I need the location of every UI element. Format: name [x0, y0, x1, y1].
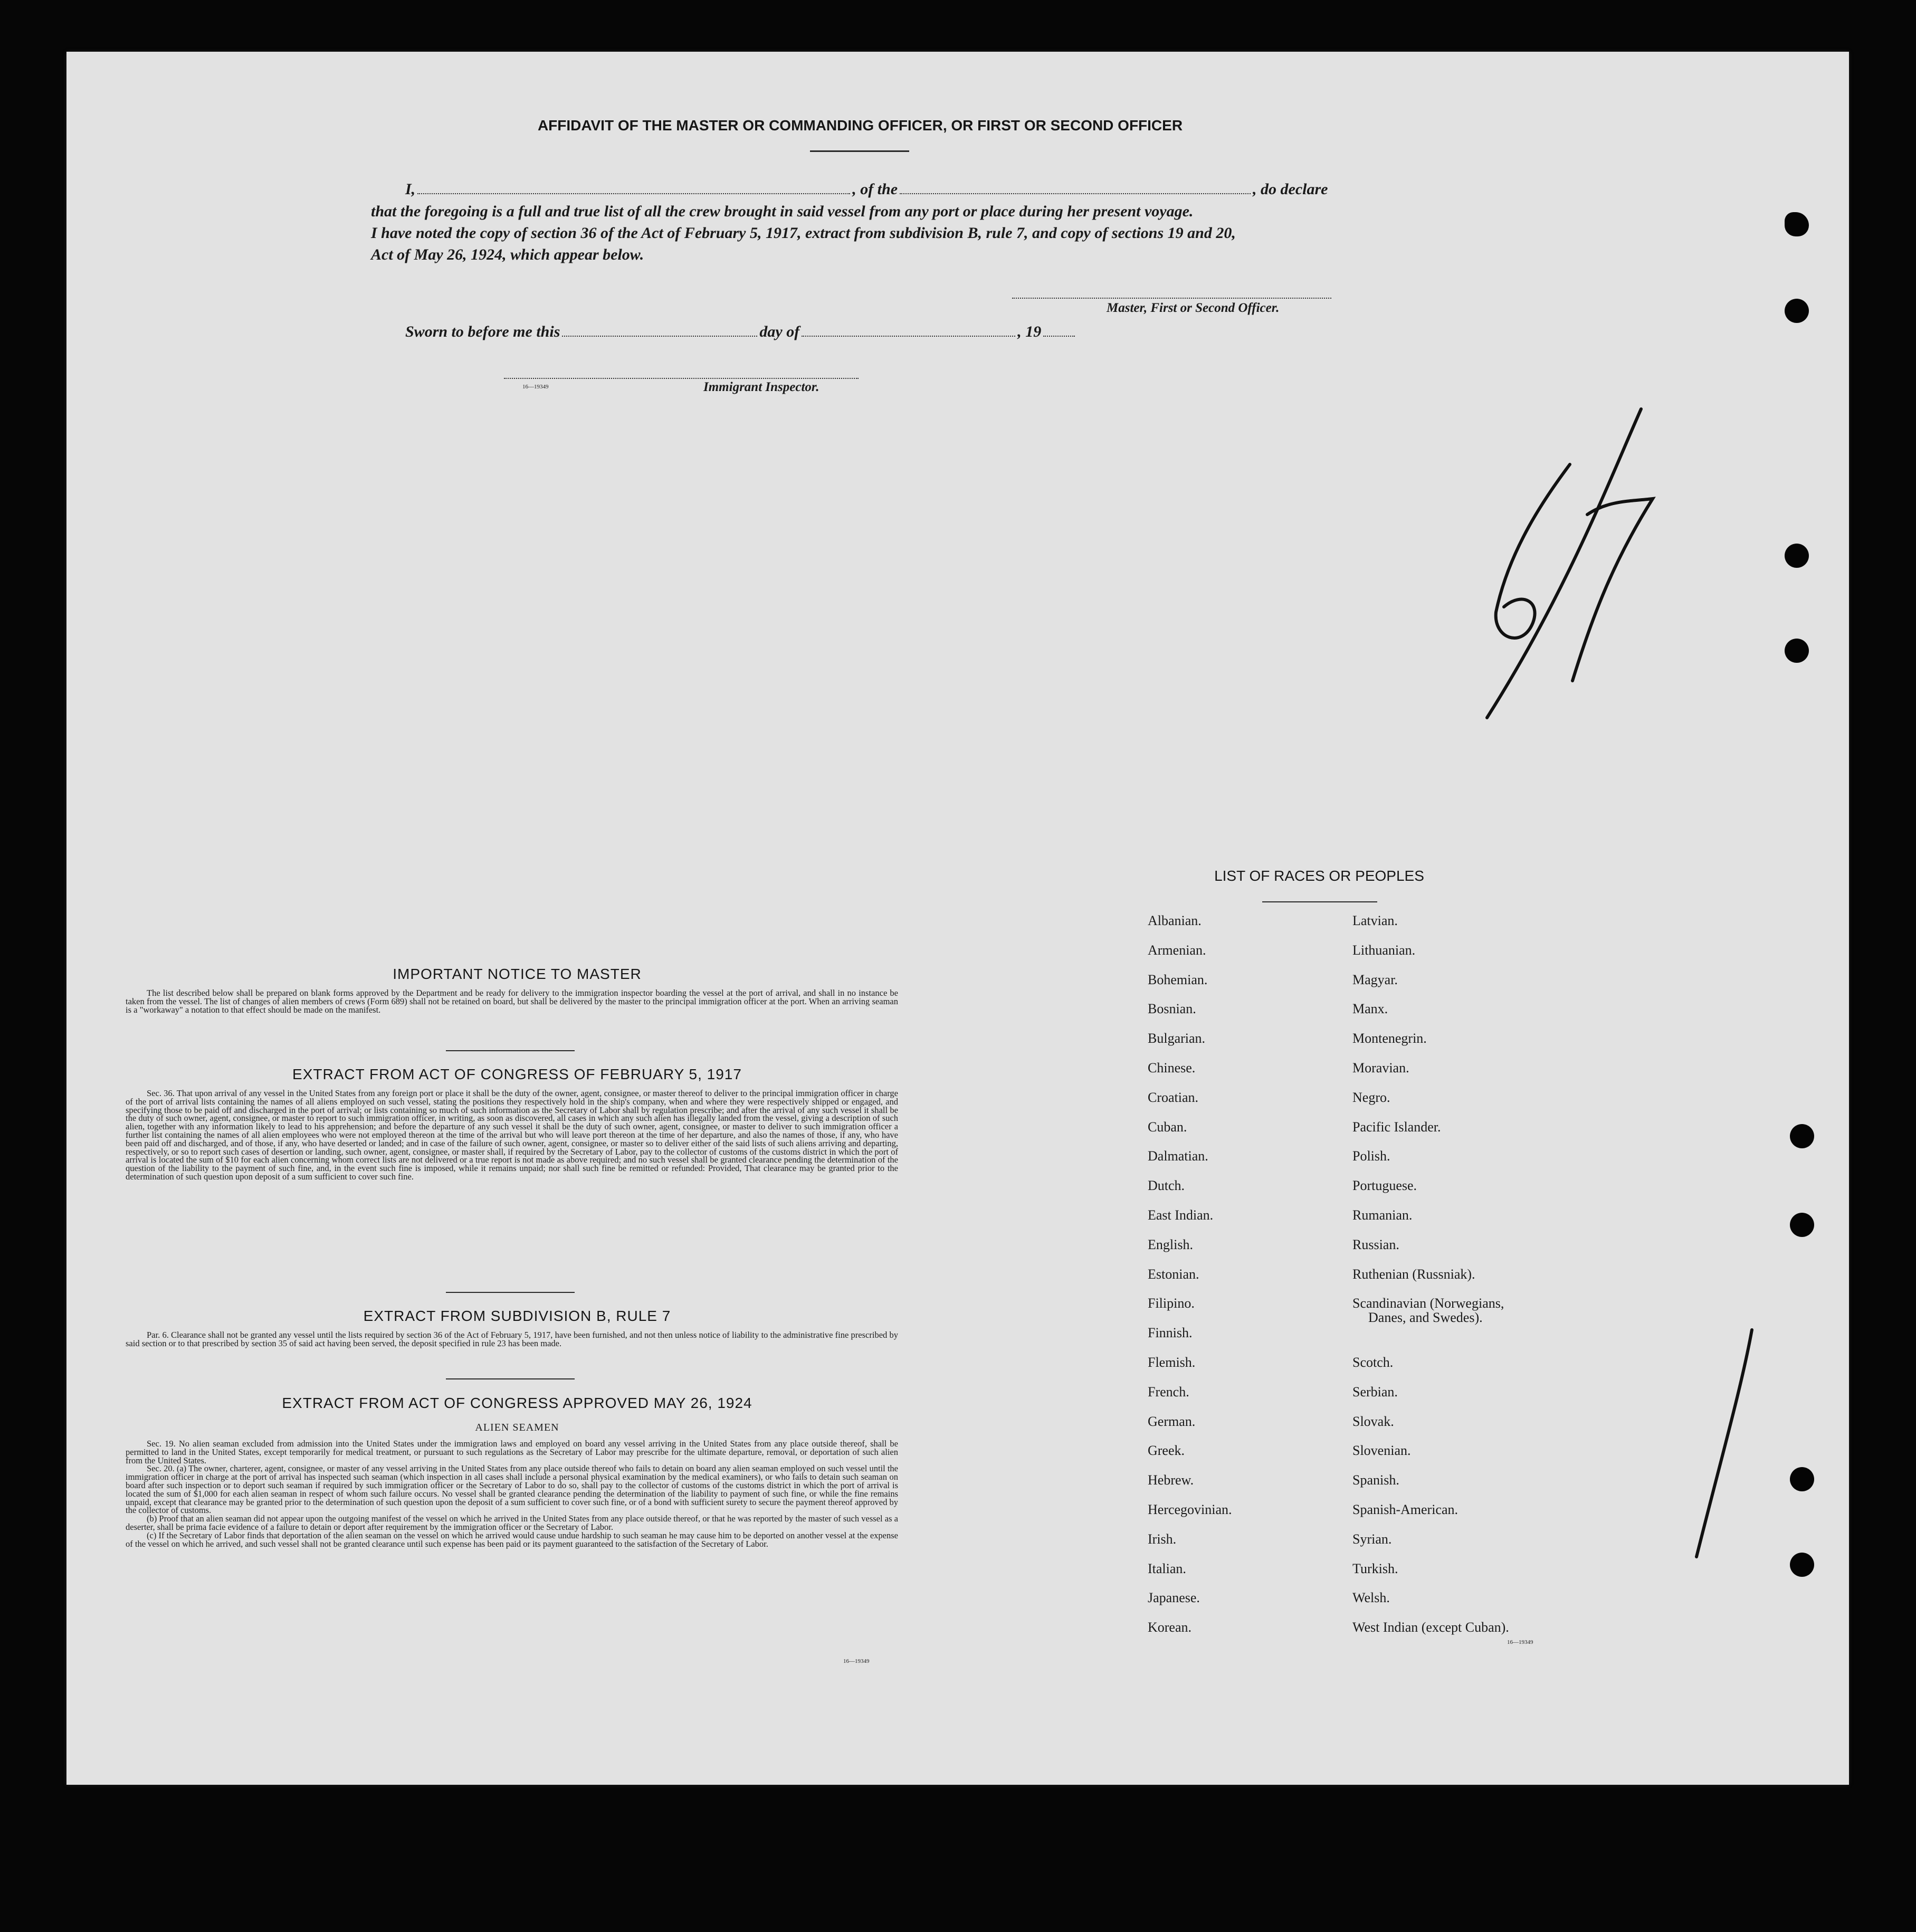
races-title: LIST OF RACES OR PEOPLES: [1214, 868, 1424, 884]
extract-1924-text: [126, 1440, 898, 1548]
sec-20c-paragraph: (c) If the Secretary of Labor finds that deportation of the alien seaman on the vessel on which he arrived would cause undue hardship to such seaman he may cause him to be deported on another vessel at the expense of the vessel on which he arrived, and such vessel shall not be granted clearance until such expense has been paid or its payment guaranteed to the satisfaction of the Secretary of Labor.: [126, 1530, 898, 1549]
race-item: Greek.: [1148, 1443, 1185, 1459]
form-number-top: 16—19349: [522, 384, 549, 390]
race-item: Slovak.: [1352, 1413, 1394, 1429]
race-item: Dutch.: [1148, 1178, 1185, 1194]
race-item: Latvian.: [1352, 913, 1398, 928]
races-column-2: [1352, 913, 1509, 1649]
master-label: Master, First or Second Officer.: [1107, 301, 1280, 315]
race-item: Bosnian.: [1148, 1001, 1196, 1017]
race-item: Hercegovinian.: [1148, 1501, 1232, 1517]
handwritten-page-number: [1472, 401, 1673, 728]
extract-1917-rule: [446, 1292, 575, 1293]
race-item: Spanish-American.: [1352, 1501, 1459, 1517]
extract-1924-title: EXTRACT FROM ACT OF CONGRESS APPROVED MAY 26, 1924: [282, 1395, 752, 1411]
race-item: Korean.: [1148, 1620, 1192, 1635]
race-item: Japanese.: [1148, 1590, 1200, 1606]
sworn-month-blank[interactable]: [802, 336, 1015, 337]
race-item: Chinese.: [1148, 1060, 1196, 1076]
notice-paragraph: The list described below shall be prepared on blank forms approved by the Department and be ready for delivery to the immigration inspector boarding the vessel at the port of arrival, and shall in no instance be taken from the vessel. The list of changes of alien members of crews (Form 689) shall not be retained on board, but shall be delivered by the master to the principal immigration officer at the port. When an arriving seaman is a "workaway" a notation to that effect should be made on the manifest.: [126, 988, 898, 1015]
affidavit-line-1: [405, 180, 1328, 198]
race-item: Slovenian.: [1352, 1443, 1411, 1459]
title-rule: [810, 150, 909, 152]
affidavit-line-4: Act of May 26, 1924, which appear below.: [371, 246, 644, 263]
extract-1917-text: [126, 1089, 898, 1181]
inspector-signature-line[interactable]: [504, 378, 859, 379]
race-item: Scotch.: [1352, 1354, 1394, 1370]
race-item-continuation: Danes, and Swedes).: [1368, 1310, 1483, 1326]
race-item: Pacific Islander.: [1352, 1119, 1441, 1135]
race-item: Russian.: [1352, 1236, 1399, 1252]
sworn-prefix: Sworn to before me this: [405, 323, 560, 340]
race-item: Bulgarian.: [1148, 1031, 1206, 1046]
races-column-1: [1148, 913, 1232, 1649]
affidavit-line-2: that the foregoing is a full and true list of all the crew brought in said vessel from any port or place during her present voyage.: [371, 203, 1194, 220]
race-item: Spanish.: [1352, 1472, 1399, 1488]
rule-7-rule: [446, 1378, 575, 1379]
race-item: Montenegrin.: [1352, 1031, 1427, 1046]
race-item: Estonian.: [1148, 1266, 1199, 1282]
sec-20b-paragraph: (b) Proof that an alien seaman did not appear upon the outgoing manifest of the vessel on which he arrived in the United States from any place outside thereof, or that he was reported by the master of such vessel as a deserter, shall be prima facie evidence of a failure to detain or deport after requirement by the immigration officer or the Secretary of Labor.: [126, 1514, 898, 1532]
race-item: Turkish.: [1352, 1560, 1398, 1576]
name-blank[interactable]: [417, 193, 850, 194]
affidavit-title: AFFIDAVIT OF THE MASTER OR COMMANDING OFFICER, OR FIRST OR SECOND OFFICER: [537, 117, 1183, 134]
vessel-blank[interactable]: [900, 193, 1251, 194]
form-number-bottom-left: 16—19349: [843, 1658, 870, 1664]
race-item: French.: [1148, 1384, 1189, 1400]
race-item: Hebrew.: [1148, 1472, 1194, 1488]
binder-hole-8: [1790, 1553, 1814, 1577]
sworn-day-of: day of: [759, 323, 800, 340]
notice-rule: [446, 1050, 575, 1051]
sec-36-paragraph: Sec. 36. That upon arrival of any vessel in the United States from any foreign port or place it shall be the duty of the owner, agent, consignee, or master thereof to deliver to the principal immigration officer in charge of the port of arrival lists containing the names of all aliens employed on such vessel, stating the positions they respectively hold in the ship's company, when and where they were respectively shipped or engaged, and specifying those to be paid off and discharged in the port of arrival; or lists containing so much of such information as the Secretary of Labor shall by regulation prescribe; and after the arrival of any such vessel it shall be the duty of such owner, agent, consignee, or master to report to such immigration officer, in writing, as soon as discovered, all cases in which any such alien has illegally landed from the vessel, giving a description of such alien, together with any information likely to lead to his apprehension; and before the departure of any such vessel it shall be the duty of such owner, agent, consignee, or master to deliver to such immigration officer a further list containing the names of all alien employees who were not employed thereon at the time of the arrival but who will leave port thereon at the time of her departure, and also the names of those, if any, who have been paid off and discharged, and of those, if any, who have deserted or landed; and in case of the failure of such owner, agent, consignee, or master so to deliver either of the said lists of such aliens arriving and departing, respectively, or so to report such cases of desertion or landing, such owner, agent, consignee, or master shall, if required by the Secretary of Labor, pay to the collector of customs of the customs district in which the port of arrival is located the sum of $10 for each alien concerning whom correct lists are not delivered or a true report is not made as above required; and no such vessel shall be granted clearance pending the determination of the question of the liability to the payment of such fine, and, in the event such fine is imposed, while it remains unpaid; nor shall such fine be remitted or refunded: Provided, That clearance may be granted prior to the determination of such question upon deposit of a sum sufficient to cover such fine.: [126, 1088, 898, 1182]
race-item: Irish.: [1148, 1531, 1177, 1547]
race-item: Bohemian.: [1148, 972, 1208, 987]
race-item: Cuban.: [1148, 1119, 1187, 1135]
rule-7-text: [126, 1331, 898, 1348]
affidavit-line-3: I have noted the copy of section 36 of the Act of February 5, 1917, extract from subdivision B, rule 7, and copy of sections 19 and 20,: [371, 224, 1236, 242]
race-item: Scandinavian (Norwegians,: [1352, 1296, 1504, 1311]
binder-hole-3: [1785, 544, 1809, 568]
binder-hole-7: [1790, 1467, 1814, 1491]
inspector-label: Immigrant Inspector.: [703, 380, 819, 394]
sworn-year-blank[interactable]: [1043, 336, 1075, 337]
race-item: Negro.: [1352, 1089, 1390, 1105]
binder-hole-2: [1785, 299, 1809, 323]
extract-1917-title: EXTRACT FROM ACT OF CONGRESS OF FEBRUARY 5, 1917: [292, 1066, 742, 1082]
race-item: Albanian.: [1148, 913, 1202, 928]
race-item: Welsh.: [1352, 1590, 1390, 1606]
sworn-line: [405, 323, 1077, 341]
binder-hole-5: [1790, 1124, 1814, 1148]
race-item: Syrian.: [1352, 1531, 1392, 1547]
binder-hole-6: [1790, 1213, 1814, 1237]
race-item: Polish.: [1352, 1148, 1390, 1164]
sec-19-paragraph: Sec. 19. No alien seaman excluded from admission into the United States under the immigration laws and employed on board any vessel arriving in the United States from any place outside thereof, shall be permitted to land in the United States, except temporarily for medical treatment, or pursuant to such regulations as the Secretary of Labor may prescribe for the ultimate departure, removal, or deportation of such alien from the United States.: [126, 1439, 898, 1465]
race-item: Armenian.: [1148, 942, 1206, 958]
master-signature-line[interactable]: [1012, 298, 1331, 299]
race-item: Ruthenian (Russniak).: [1352, 1266, 1475, 1282]
race-item: Manx.: [1352, 1001, 1388, 1017]
race-item: Filipino.: [1148, 1296, 1195, 1311]
race-item: Lithuanian.: [1352, 942, 1416, 958]
race-item: Flemish.: [1148, 1354, 1196, 1370]
race-item: English.: [1148, 1236, 1193, 1252]
i-label: I,: [405, 180, 416, 198]
race-item: Dalmatian.: [1148, 1148, 1208, 1164]
sworn-day-blank[interactable]: [562, 336, 757, 337]
binder-hole-1: [1785, 212, 1809, 236]
binder-hole-4: [1785, 639, 1809, 663]
race-item: Portuguese.: [1352, 1178, 1417, 1194]
rule-7-title: EXTRACT FROM SUBDIVISION B, RULE 7: [363, 1308, 671, 1324]
race-item: German.: [1148, 1413, 1196, 1429]
races-rule: [1262, 901, 1377, 902]
race-item: West Indian (except Cuban).: [1352, 1620, 1509, 1635]
alien-seamen-subtitle: ALIEN SEAMEN: [475, 1422, 559, 1433]
race-item: Serbian.: [1352, 1384, 1398, 1400]
race-item: Italian.: [1148, 1560, 1186, 1576]
race-item: East Indian.: [1148, 1207, 1214, 1223]
do-declare-label: , do declare: [1253, 180, 1328, 198]
handwritten-check-mark: [1678, 1325, 1757, 1567]
race-item: Finnish.: [1148, 1325, 1193, 1341]
notice-title: IMPORTANT NOTICE TO MASTER: [393, 966, 642, 982]
sec-20a-paragraph: Sec. 20. (a) The owner, charterer, agent, consignee, or master of any vessel arriving in the United States from any place outside thereof who fails to detain on board any alien seaman employed on such vessel until the immigration officer in charge at the port of arrival has inspected such seaman (which inspection in all cases shall include a personal physical examination by the medical examiners), or who fails to detain such seaman on board after such inspection or to deport such seaman if required by such immigration officer or the Secretary of Labor to do so, shall pay to the collector of customs of the customs district in which the port of arrival is located the sum of $1,000 for each alien seaman in respect of whom such failure occurs. No vessel shall be granted clearance pending the determination of the liability to payment of such fine, or while the fine remains unpaid, except that clearance may be granted prior to the determination of such question upon the deposit of a sum sufficient to cover such fine, or of a bond with sufficient surety to secure the payment thereof approved by the collector of customs.: [126, 1463, 898, 1516]
par-6-paragraph: Par. 6. Clearance shall not be granted any vessel until the lists required by section 36 of the Act of February 5, 1917, have been furnished, and not then unless notice of liability to the administrative fine prescribed by said section or to that prescribed by section 35 of said act having been served, the deposit specified in rule 23 has been made.: [126, 1330, 898, 1348]
race-item: Magyar.: [1352, 972, 1398, 987]
notice-text: [126, 989, 898, 1014]
race-item: Croatian.: [1148, 1089, 1199, 1105]
of-the-label: , of the: [852, 180, 898, 198]
sworn-year: , 19: [1017, 323, 1042, 340]
race-item: Moravian.: [1352, 1060, 1409, 1076]
race-item: Rumanian.: [1352, 1207, 1413, 1223]
form-number-bottom-right: 16—19349: [1507, 1639, 1533, 1645]
